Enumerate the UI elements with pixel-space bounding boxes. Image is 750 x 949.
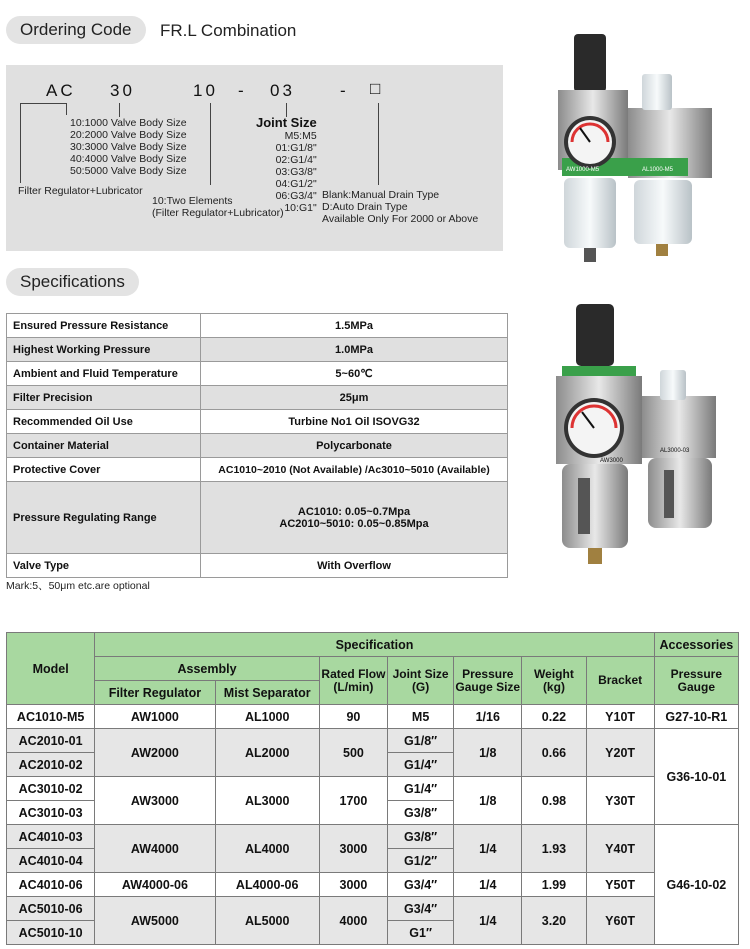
th-gauge-size: Pressure Gauge Size xyxy=(454,657,522,705)
th-bracket: Bracket xyxy=(586,657,654,705)
table-row: AC5010-10 G1″ xyxy=(7,921,739,945)
small-product-label-1: AW1000-M5 xyxy=(566,167,600,173)
th-model: Model xyxy=(7,633,95,705)
spec-row: Recommended Oil Use Turbine No1 Oil ISOVG32 xyxy=(7,410,508,434)
large-frl-product-image xyxy=(548,300,743,570)
model-table xyxy=(6,632,739,945)
code-dash-2: - xyxy=(340,81,349,100)
spec-row: Highest Working Pressure 1.0MPa xyxy=(7,338,508,362)
spec-row: Container Material Polycarbonate xyxy=(7,434,508,458)
table-row: AC2010-01 AW2000 AL2000 500 G1/8″ 1/8 0.66 Y20T G36-10-01 xyxy=(7,729,739,753)
small-frl-product-image xyxy=(548,30,743,270)
two-elements-label: 10:Two Elements (Filter Regulator+Lubricator) xyxy=(152,195,284,219)
spec-row: Ensured Pressure Resistance 1.5MPa xyxy=(7,314,508,338)
valve-body-size-list: 10:1000 Valve Body Size 20:2000 Valve Body Size 30:3000 Valve Body Size 40:4000 Valve Body Size 50:5000 Valve Body Size xyxy=(70,117,187,177)
spec-row: Pressure Regulating Range AC1010: 0.05~0.7Mpa AC2010~5010: 0.05~0.85Mpa xyxy=(7,482,508,554)
ordering-code-title: Ordering Code xyxy=(6,16,146,44)
code-drain-box: □ xyxy=(370,79,384,98)
th-rated-flow: Rated Flow (L/min) xyxy=(319,657,387,705)
spec-row: Valve Type With Overflow xyxy=(7,554,508,578)
table-row: AC4010-04 G1/2″ xyxy=(7,849,739,873)
th-joint-size: Joint Size (G) xyxy=(388,657,454,705)
th-filter-regulator: Filter Regulator xyxy=(95,681,215,705)
table-row: AC3010-03 G3/8″ xyxy=(7,801,739,825)
code-prefix: AC xyxy=(46,81,76,100)
small-product-label-2: AL1000-M5 xyxy=(642,167,674,173)
spec-row: Protective Cover AC1010~2010 (Not Available) /Ac3010~5010 (Available) xyxy=(7,458,508,482)
spec-row: Ambient and Fluid Temperature 5~60℃ xyxy=(7,362,508,386)
specifications-title: Specifications xyxy=(6,268,139,296)
ordering-code-panel xyxy=(6,65,503,251)
th-weight: Weight (kg) xyxy=(522,657,586,705)
spec-row: Filter Precision 25μm xyxy=(7,386,508,410)
th-specification: Specification xyxy=(95,633,654,657)
th-accessories: Accessories xyxy=(654,633,738,657)
table-row: AC4010-03 AW4000 AL4000 3000 G3/8″ 1/4 1.93 Y40T G46-10-02 xyxy=(7,825,739,849)
table-row: AC4010-06 AW4000-06 AL4000-06 3000 G3/4″ 1/4 1.99 Y50T xyxy=(7,873,739,897)
large-product-label-2: AL3000-03 xyxy=(660,448,690,454)
specifications-table xyxy=(6,313,508,578)
large-product-label-1: AW3000 xyxy=(600,458,623,464)
filter-regulator-lubricator-label: Filter Regulator+Lubricator xyxy=(18,185,143,197)
drain-type-list: Blank:Manual Drain Type D:Auto Drain Type Available Only For 2000 or Above xyxy=(322,189,479,225)
joint-size-list: Joint Size M5:M5 01:G1/8" 02:G1/4" 03:G3/8" 04:G1/2" 06:G3/4" 10:G1" xyxy=(256,115,317,214)
optional-note: Mark:5、50μm etc.are optional xyxy=(6,580,150,592)
table-row: AC3010-02 AW3000 AL3000 1700 G1/4″ 1/8 0.98 Y30T xyxy=(7,777,739,801)
code-size: 30 xyxy=(110,81,135,100)
th-mist-separator: Mist Separator xyxy=(215,681,319,705)
table-row: AC5010-06 AW5000 AL5000 4000 G3/4″ 1/4 3.20 Y60T xyxy=(7,897,739,921)
code-elements: 10 xyxy=(193,81,218,100)
fr-combination-title: FR.L Combination xyxy=(160,21,297,40)
code-joint: 03 xyxy=(270,81,295,100)
table-row: AC1010-M5 AW1000 AL1000 90 M5 1/16 0.22 Y10T G27-10-R1 xyxy=(7,705,739,729)
th-assembly: Assembly xyxy=(95,657,320,681)
th-pressure-gauge: Pressure Gauge xyxy=(654,657,738,705)
code-dash-1: - xyxy=(238,81,247,100)
table-row: AC2010-02 G1/4″ xyxy=(7,753,739,777)
